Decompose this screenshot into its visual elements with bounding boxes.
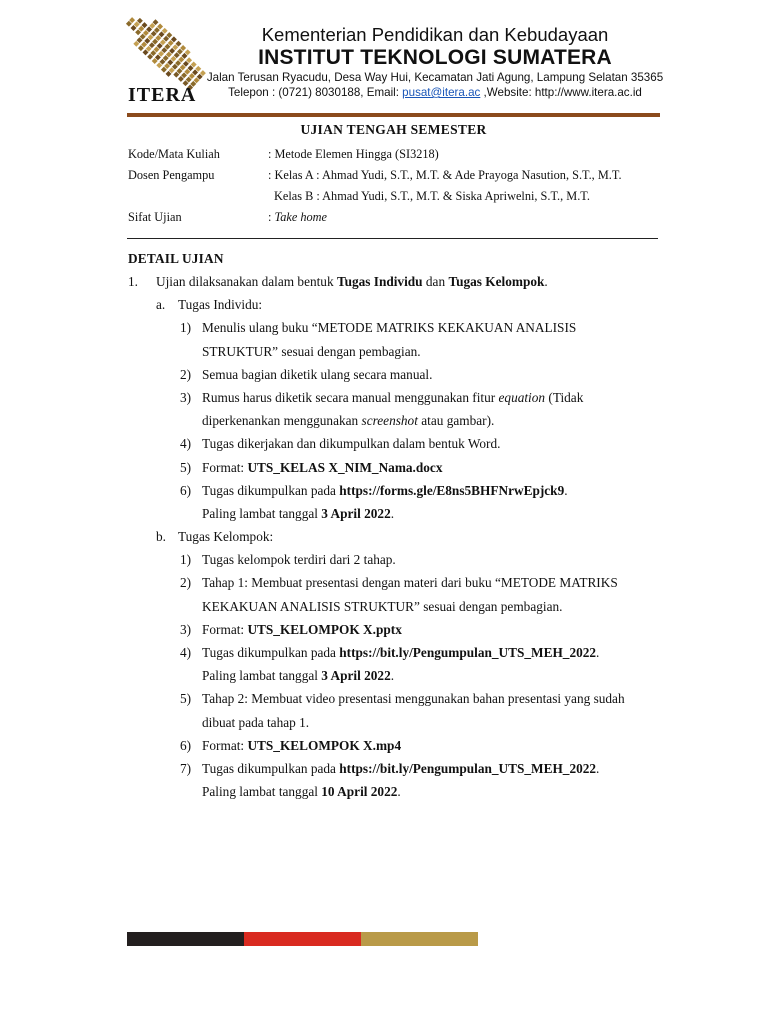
list-item [128,435,668,458]
item-text: Semua bagian diketik ulang secara manual. [202,366,433,382]
item-number: 1. [128,274,138,289]
item-number: 6) [180,482,192,498]
nature-label: Sifat Ujian [128,210,182,224]
item-number: 3) [180,621,192,637]
text-run: Tugas dikumpulkan pada [202,760,340,776]
contact-line [200,85,670,100]
text-run-bold: UTS_KELOMPOK X.pptx [247,621,402,637]
text-run: Rumus harus diketik secara manual menggunakan fitur [202,389,499,405]
nature-value [268,209,327,226]
item-text [202,389,583,407]
institute-name: INSTITUT TEKNOLOGI SUMATERA [258,46,612,69]
item-number: 6) [180,737,192,753]
item-text: Tahap 2: Membuat video presentasi menggunakan bahan presentasi yang sudah [202,691,625,707]
list-item-continuation [128,714,668,737]
footer-bar-gold [361,932,478,946]
list-item [128,482,668,505]
list-item [128,319,668,342]
exam-title: UJIAN TENGAH SEMESTER [300,122,487,137]
item-text [156,273,548,291]
text-run: . [596,760,600,776]
list-item [128,459,668,482]
text-run: Tugas dikumpulkan pada [202,645,340,660]
text-run: . [596,645,600,660]
item-text [202,760,599,778]
list-item [128,760,668,783]
deadline-date: 3 April 2022 [321,505,391,521]
list-item-continuation [128,412,668,435]
item-text [202,644,599,662]
text-run-bold: UTS_KELOMPOK X.mp4 [247,737,402,753]
list-item [128,574,668,597]
text-run: diperkenankan menggunakan [202,413,362,429]
item-number: 5) [180,459,192,475]
item-number: 4) [180,436,192,452]
list-item-continuation [128,783,668,806]
list-item [128,273,668,296]
text-run-bold: Tugas Individu [336,274,423,289]
nature-colon: : [268,210,275,224]
item-text [202,505,394,523]
item-number: 2) [180,575,192,591]
text-run: Format: [202,459,248,475]
text-run: Paling lambat tanggal [202,668,322,684]
list-item-continuation [128,598,668,621]
course-value: : Metode Elemen Hingga (SI3218) [268,147,439,161]
contact-prefix: Telepon : (0721) 8030188, Email: [228,86,403,99]
detail-heading: DETAIL UJIAN [128,251,224,266]
list-item [128,366,668,389]
footer-bar-black [127,932,244,946]
item-number: 7) [180,760,192,776]
course-label: Kode/Mata Kuliah [128,147,220,161]
list-item-continuation [128,343,668,366]
item-text: Tugas Individu: [178,297,263,313]
text-run: Paling lambat tanggal [202,784,322,800]
text-run: atau gambar). [417,413,495,429]
list-item [128,737,668,760]
text-run: . [390,668,395,684]
text-run: . [397,784,401,800]
deadline-date: 10 April 2022 [321,784,398,800]
item-text: Tugas kelompok terdiri dari 2 tahap. [202,552,396,568]
list-item [128,528,668,551]
item-text [202,621,402,639]
letterhead-divider [127,113,660,117]
text-run: Format: [202,737,248,753]
lecturer-class-a: : Kelas A : Ahmad Yudi, S.T., M.T. & Ade Prayoga Nasution, S.T., M.T. [268,168,622,182]
contact-suffix: ,Website: http://www.itera.ac.id [480,86,642,99]
text-run: . [390,505,395,521]
list-item-continuation [128,505,668,528]
item-number: 1) [180,320,192,336]
nature-text: Take home [274,210,327,224]
text-run: Paling lambat tanggal [202,505,322,521]
section-divider [127,238,658,239]
text-run: Ujian dilaksanakan dalam bentuk [156,274,337,289]
exam-detail [128,250,668,806]
item-number: 5) [180,691,192,707]
text-run-italic: screenshot [361,413,418,429]
item-text [202,783,401,801]
item-text [202,412,494,430]
item-text [202,459,442,477]
deadline-date: 3 April 2022 [321,668,391,684]
item-letter: b. [156,529,166,545]
list-item [128,690,668,713]
text-run-bold: UTS_KELAS X_NIM_Nama.docx [247,459,443,475]
item-text: STRUKTUR” sesuai dengan pembagian. [202,343,421,359]
text-run: . [564,482,568,498]
list-item [128,296,668,319]
footer-bar-red [244,932,361,946]
lecturer-label: Dosen Pengampu [128,168,215,182]
item-text: Tahap 1: Membuat presentasi dengan materi dari buku “METODE MATRIKS [202,575,618,591]
item-text [202,482,568,500]
text-run: Format: [202,621,248,637]
list-item-continuation [128,667,668,690]
item-text: Tugas dikerjakan dan dikumpulkan dalam bentuk Word. [202,436,501,452]
item-number: 3) [180,389,192,405]
item-number: 2) [180,366,192,382]
list-item [128,551,668,574]
text-run: . [544,274,548,289]
item-text: KEKAKUAN ANALISIS STRUKTUR” sesuai dengan pembagian. [202,598,563,614]
item-number: 1) [180,552,192,568]
text-run: (Tidak [545,389,584,405]
lecturer-class-b: Kelas B : Ahmad Yudi, S.T., M.T. & Siska Apriwelni, S.T., M.T. [274,189,590,203]
text-run: Tugas dikumpulkan pada [202,482,340,498]
text-run-italic: equation [498,389,546,405]
submission-link[interactable]: https://bit.ly/Pengumpulan_UTS_MEH_2022 [339,645,597,660]
list-item [128,644,668,667]
item-text: Menulis ulang buku “METODE MATRIKS KEKAKUAN ANALISIS [202,320,577,336]
item-letter: a. [156,297,166,313]
item-text: Tugas Kelompok: [178,529,274,545]
address: Jalan Terusan Ryacudu, Desa Way Hui, Kecamatan Jati Agung, Lampung Selatan 35365 [206,71,664,84]
item-text: dibuat pada tahap 1. [202,714,310,730]
logo-text: ITERA [128,84,197,106]
item-number: 4) [180,645,192,660]
email-link[interactable]: pusat@itera.ac [402,86,481,99]
text-run: dan [422,274,449,289]
list-item [128,621,668,644]
ministry-name: Kementerian Pendidikan dan Kebudayaan [261,24,609,45]
letterhead [200,24,670,100]
list-item [128,389,668,412]
item-text [202,667,394,685]
text-run-bold: Tugas Kelompok [448,274,545,289]
submission-link[interactable]: https://bit.ly/Pengumpulan_UTS_MEH_2022 [339,760,597,776]
item-text [202,737,401,755]
form-link[interactable]: https://forms.gle/E8ns5BHFNrwEpjck9 [339,482,565,498]
